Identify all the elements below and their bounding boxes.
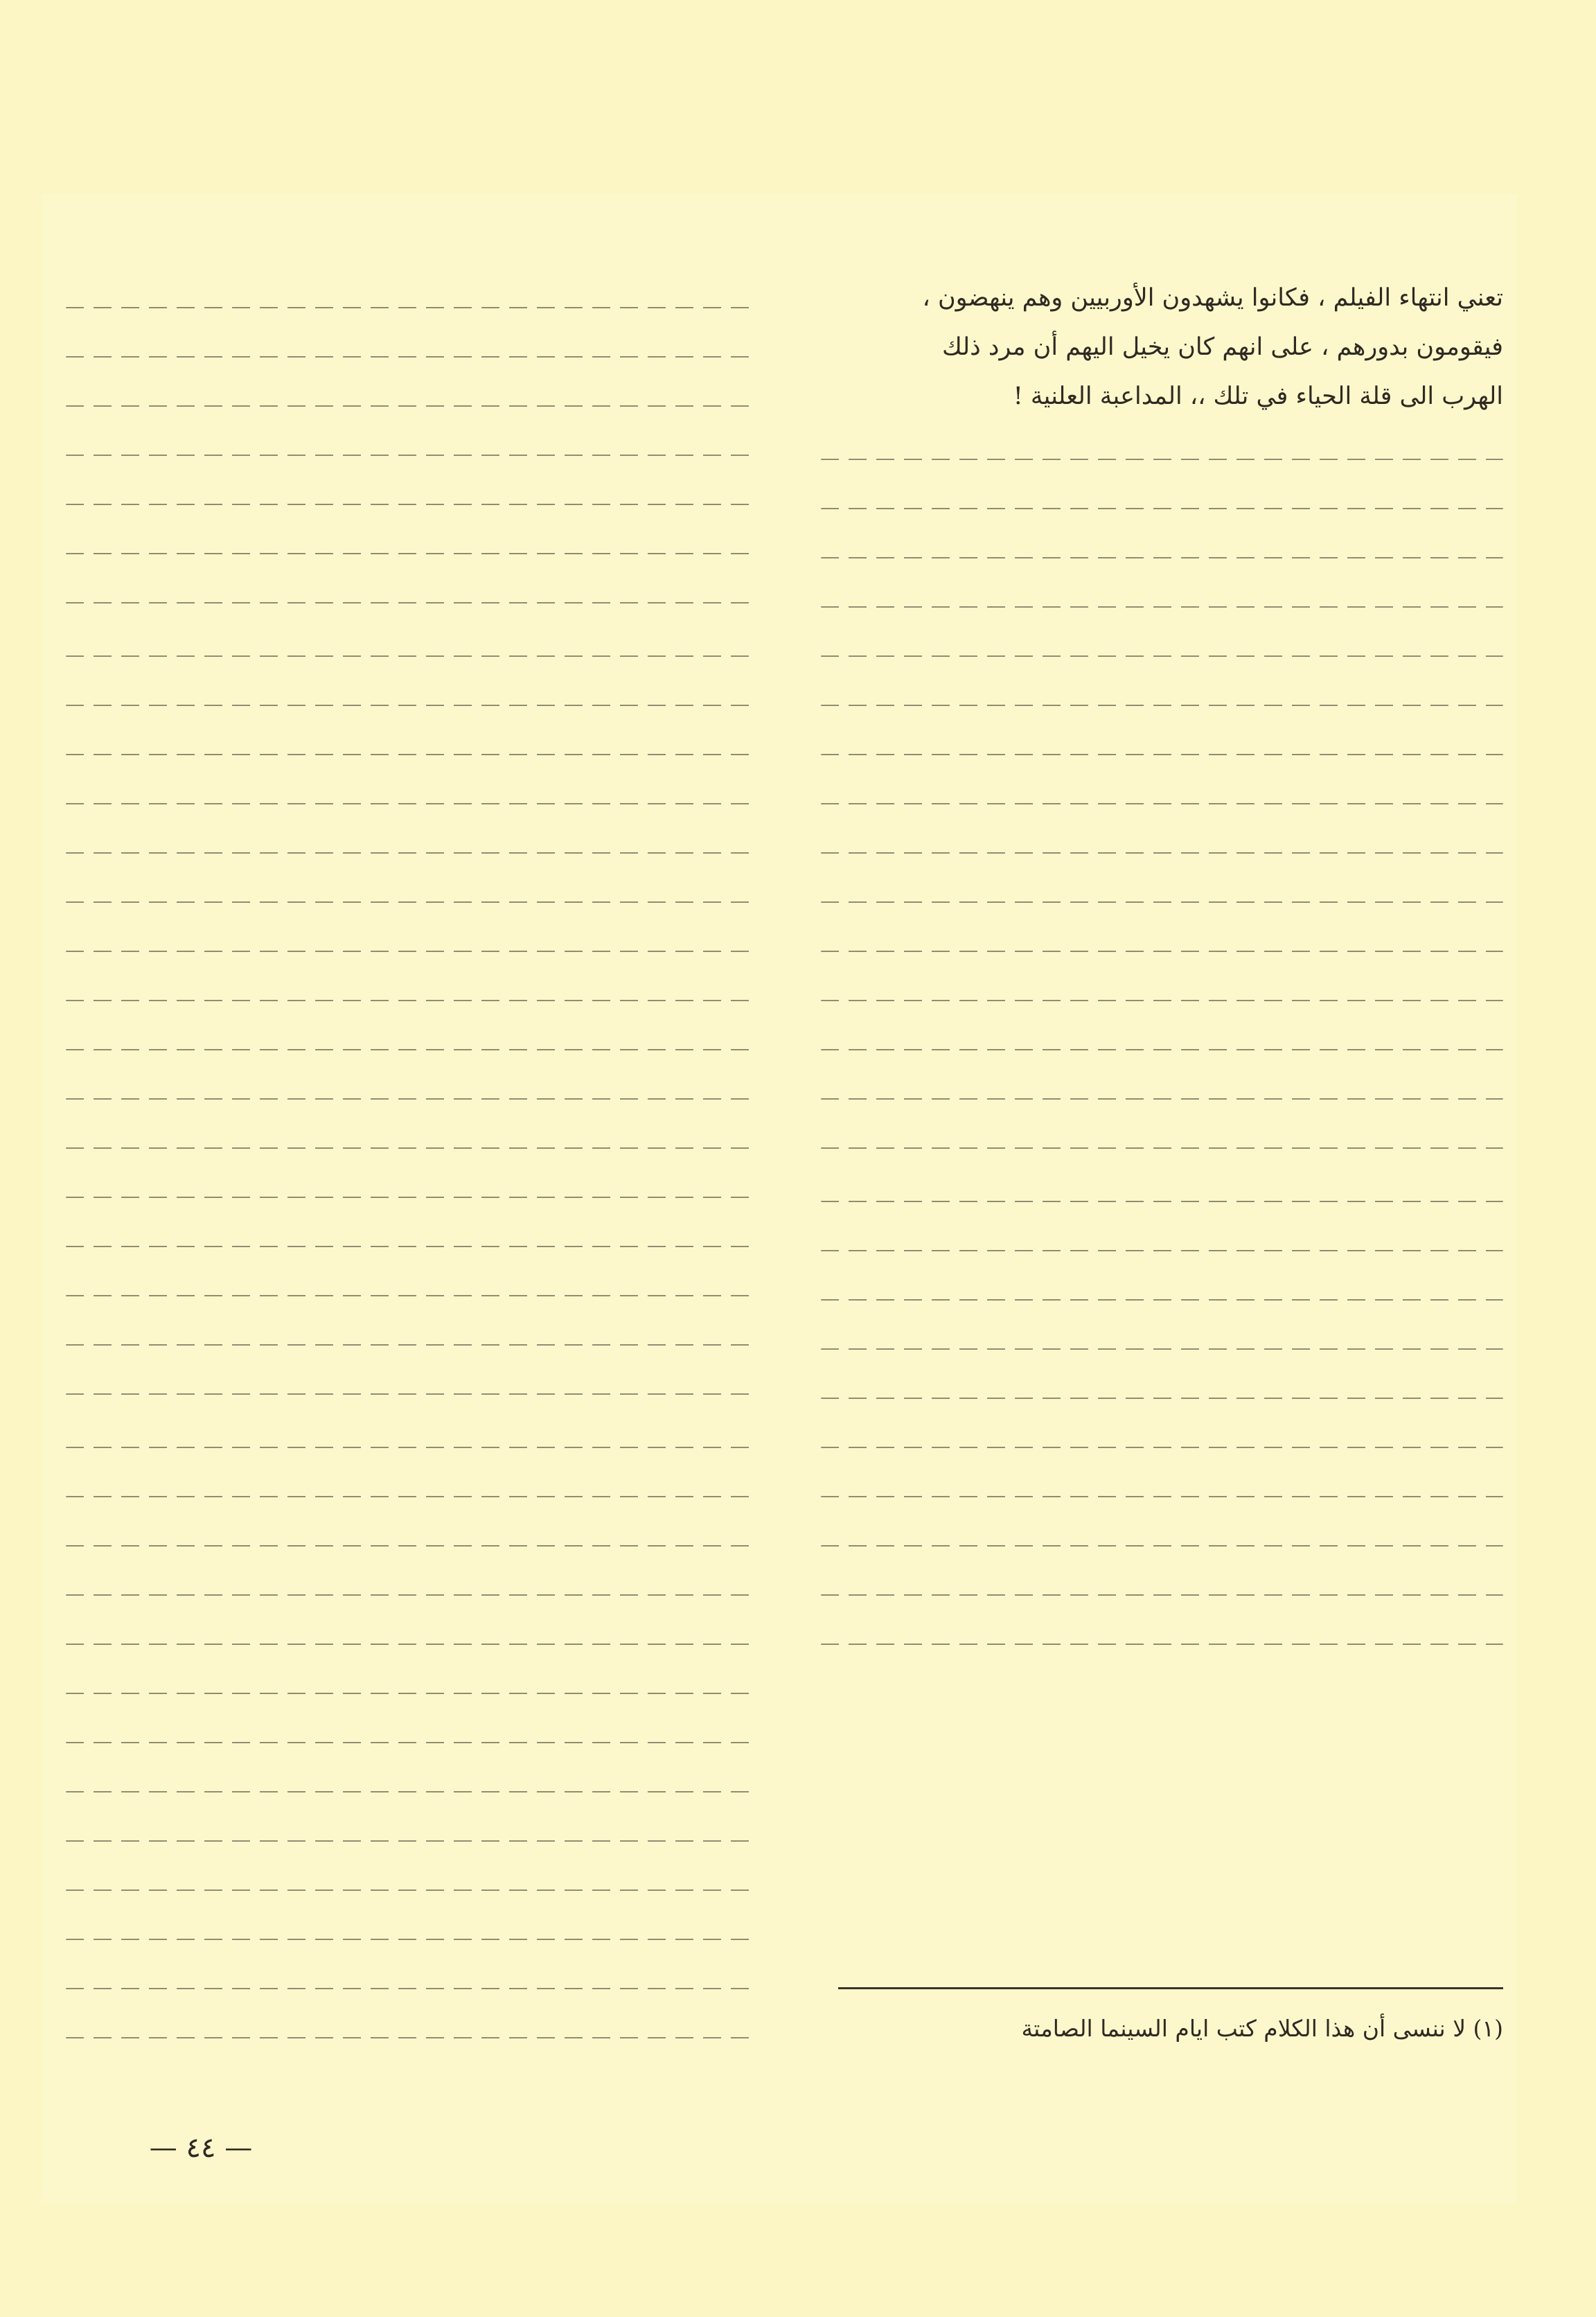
illegible-line bbox=[821, 705, 1503, 706]
text-line bbox=[66, 1561, 759, 1610]
text-line bbox=[821, 1266, 1503, 1315]
text-line bbox=[821, 1413, 1503, 1463]
text-line bbox=[66, 1413, 759, 1463]
illegible-line bbox=[821, 1447, 1503, 1448]
text-line bbox=[821, 967, 1503, 1016]
illegible-line bbox=[66, 602, 759, 604]
illegible-line bbox=[66, 1889, 759, 1891]
text-line bbox=[66, 1659, 759, 1709]
illegible-line bbox=[821, 1049, 1503, 1050]
illegible-line bbox=[66, 405, 759, 407]
text-line bbox=[66, 1905, 759, 1955]
text-line bbox=[821, 1065, 1503, 1114]
text-line bbox=[66, 1065, 759, 1114]
illegible-line bbox=[821, 754, 1503, 755]
illegible-line bbox=[66, 1049, 759, 1050]
text-line bbox=[66, 1610, 759, 1659]
text-line bbox=[66, 1709, 759, 1758]
illegible-line bbox=[821, 606, 1503, 608]
illegible-line bbox=[821, 1098, 1503, 1100]
paragraph bbox=[821, 1168, 1503, 1659]
illegible-line bbox=[66, 455, 759, 456]
illegible-line bbox=[66, 1147, 759, 1149]
illegible-line bbox=[66, 1939, 759, 1940]
text-line bbox=[821, 868, 1503, 917]
illegible-line bbox=[66, 1496, 759, 1497]
text-line bbox=[66, 323, 759, 372]
right-column bbox=[821, 274, 1503, 1659]
illegible-line bbox=[821, 951, 1503, 952]
illegible-line bbox=[66, 1644, 759, 1645]
text-line bbox=[66, 1512, 759, 1561]
illegible-line bbox=[66, 356, 759, 358]
illegible-line bbox=[66, 1197, 759, 1198]
text-line bbox=[66, 1016, 759, 1065]
illegible-line bbox=[821, 852, 1503, 854]
text-line bbox=[821, 1168, 1503, 1217]
text-line bbox=[66, 1856, 759, 1905]
text-line bbox=[821, 1114, 1503, 1163]
text-line bbox=[821, 1610, 1503, 1659]
illegible-line bbox=[66, 901, 759, 903]
paragraph bbox=[66, 1413, 759, 2053]
text-line bbox=[66, 770, 759, 819]
text-line bbox=[821, 1315, 1503, 1364]
illegible-line bbox=[821, 1496, 1503, 1497]
illegible-line bbox=[821, 1545, 1503, 1547]
text-line bbox=[66, 520, 759, 569]
illegible-line bbox=[66, 705, 759, 706]
illegible-line bbox=[66, 1545, 759, 1547]
illegible-line bbox=[66, 1988, 759, 1989]
illegible-line bbox=[66, 852, 759, 854]
text-line bbox=[66, 569, 759, 618]
text-line bbox=[66, 1114, 759, 1163]
paragraph bbox=[66, 622, 759, 1409]
illegible-line bbox=[66, 803, 759, 804]
illegible-line bbox=[66, 1594, 759, 1596]
illegible-line bbox=[821, 1644, 1503, 1645]
text-line bbox=[821, 671, 1503, 721]
text-line bbox=[66, 274, 759, 323]
text-line bbox=[821, 425, 1503, 475]
illegible-line bbox=[66, 2037, 759, 2038]
text-line bbox=[66, 917, 759, 967]
illegible-line bbox=[66, 1791, 759, 1792]
text-line bbox=[66, 622, 759, 671]
text-line bbox=[66, 1758, 759, 1807]
illegible-line bbox=[66, 1840, 759, 1842]
illegible-line bbox=[66, 1098, 759, 1100]
illegible-line bbox=[821, 557, 1503, 558]
illegible-line bbox=[821, 508, 1503, 509]
illegible-line bbox=[66, 1246, 759, 1247]
text-line bbox=[66, 421, 759, 470]
text-line bbox=[821, 1217, 1503, 1266]
text-line bbox=[66, 470, 759, 520]
illegible-line bbox=[821, 901, 1503, 903]
illegible-line bbox=[821, 1201, 1503, 1202]
text-line bbox=[66, 1360, 759, 1409]
illegible-line bbox=[66, 1393, 759, 1395]
paragraph bbox=[821, 274, 1503, 421]
text-line bbox=[66, 721, 759, 770]
illegible-line bbox=[66, 1693, 759, 1694]
illegible-line bbox=[821, 1250, 1503, 1251]
illegible-line bbox=[821, 655, 1503, 657]
text-line bbox=[66, 819, 759, 868]
text-line bbox=[66, 1311, 759, 1360]
illegible-line bbox=[66, 1447, 759, 1448]
text-line bbox=[821, 622, 1503, 671]
illegible-line bbox=[66, 655, 759, 657]
illegible-line bbox=[66, 1000, 759, 1001]
text-line bbox=[821, 524, 1503, 573]
text-line: تعني انتهاء الفيلم ، فكانوا يشهدون الأوربيين وهم ينهضون ، bbox=[922, 284, 1503, 312]
illegible-line bbox=[66, 754, 759, 755]
text-line bbox=[66, 1262, 759, 1311]
page-number: — ٤٤ — bbox=[149, 2132, 253, 2164]
illegible-line bbox=[821, 1299, 1503, 1301]
illegible-line bbox=[66, 504, 759, 505]
text-line bbox=[821, 770, 1503, 819]
text-line bbox=[66, 372, 759, 421]
text-line bbox=[821, 721, 1503, 770]
illegible-line bbox=[821, 1000, 1503, 1001]
text-line bbox=[821, 1364, 1503, 1413]
text-line bbox=[66, 967, 759, 1016]
footnote-divider bbox=[838, 1987, 1503, 1989]
text-line bbox=[821, 1512, 1503, 1561]
illegible-line bbox=[66, 1742, 759, 1743]
text-line bbox=[821, 1016, 1503, 1065]
text-line bbox=[66, 1955, 759, 2004]
text-line bbox=[821, 1463, 1503, 1512]
text-line bbox=[66, 1807, 759, 1856]
text-line bbox=[821, 573, 1503, 622]
illegible-line bbox=[821, 1348, 1503, 1350]
paragraph bbox=[821, 425, 1503, 1163]
paragraph bbox=[66, 274, 759, 618]
illegible-line bbox=[66, 1295, 759, 1296]
text-line bbox=[821, 475, 1503, 524]
illegible-line bbox=[821, 459, 1503, 460]
illegible-line bbox=[66, 951, 759, 952]
text-line bbox=[821, 1561, 1503, 1610]
illegible-line bbox=[821, 803, 1503, 804]
text-line: الهرب الى قلة الحياء في تلك ،، المداعبة العلنية ! bbox=[1013, 382, 1503, 410]
text-line bbox=[821, 917, 1503, 967]
illegible-line bbox=[66, 1344, 759, 1346]
text-line bbox=[821, 819, 1503, 868]
text-line bbox=[66, 1463, 759, 1512]
text-line bbox=[66, 1213, 759, 1262]
text-line bbox=[66, 1163, 759, 1213]
text-line bbox=[66, 2004, 759, 2053]
illegible-line bbox=[821, 1398, 1503, 1399]
left-column bbox=[66, 274, 759, 2053]
text-line bbox=[66, 868, 759, 917]
text-line bbox=[66, 671, 759, 721]
illegible-line bbox=[66, 307, 759, 308]
illegible-line bbox=[821, 1594, 1503, 1596]
illegible-line bbox=[821, 1147, 1503, 1149]
text-line: فيقومون بدورهم ، على انهم كان يخيل اليهم أن مرد ذلك bbox=[942, 333, 1503, 361]
footnote: (١) لا ننسى أن هذا الكلام كتب ايام السينما الصامتة bbox=[1021, 2015, 1503, 2042]
illegible-line bbox=[66, 553, 759, 554]
